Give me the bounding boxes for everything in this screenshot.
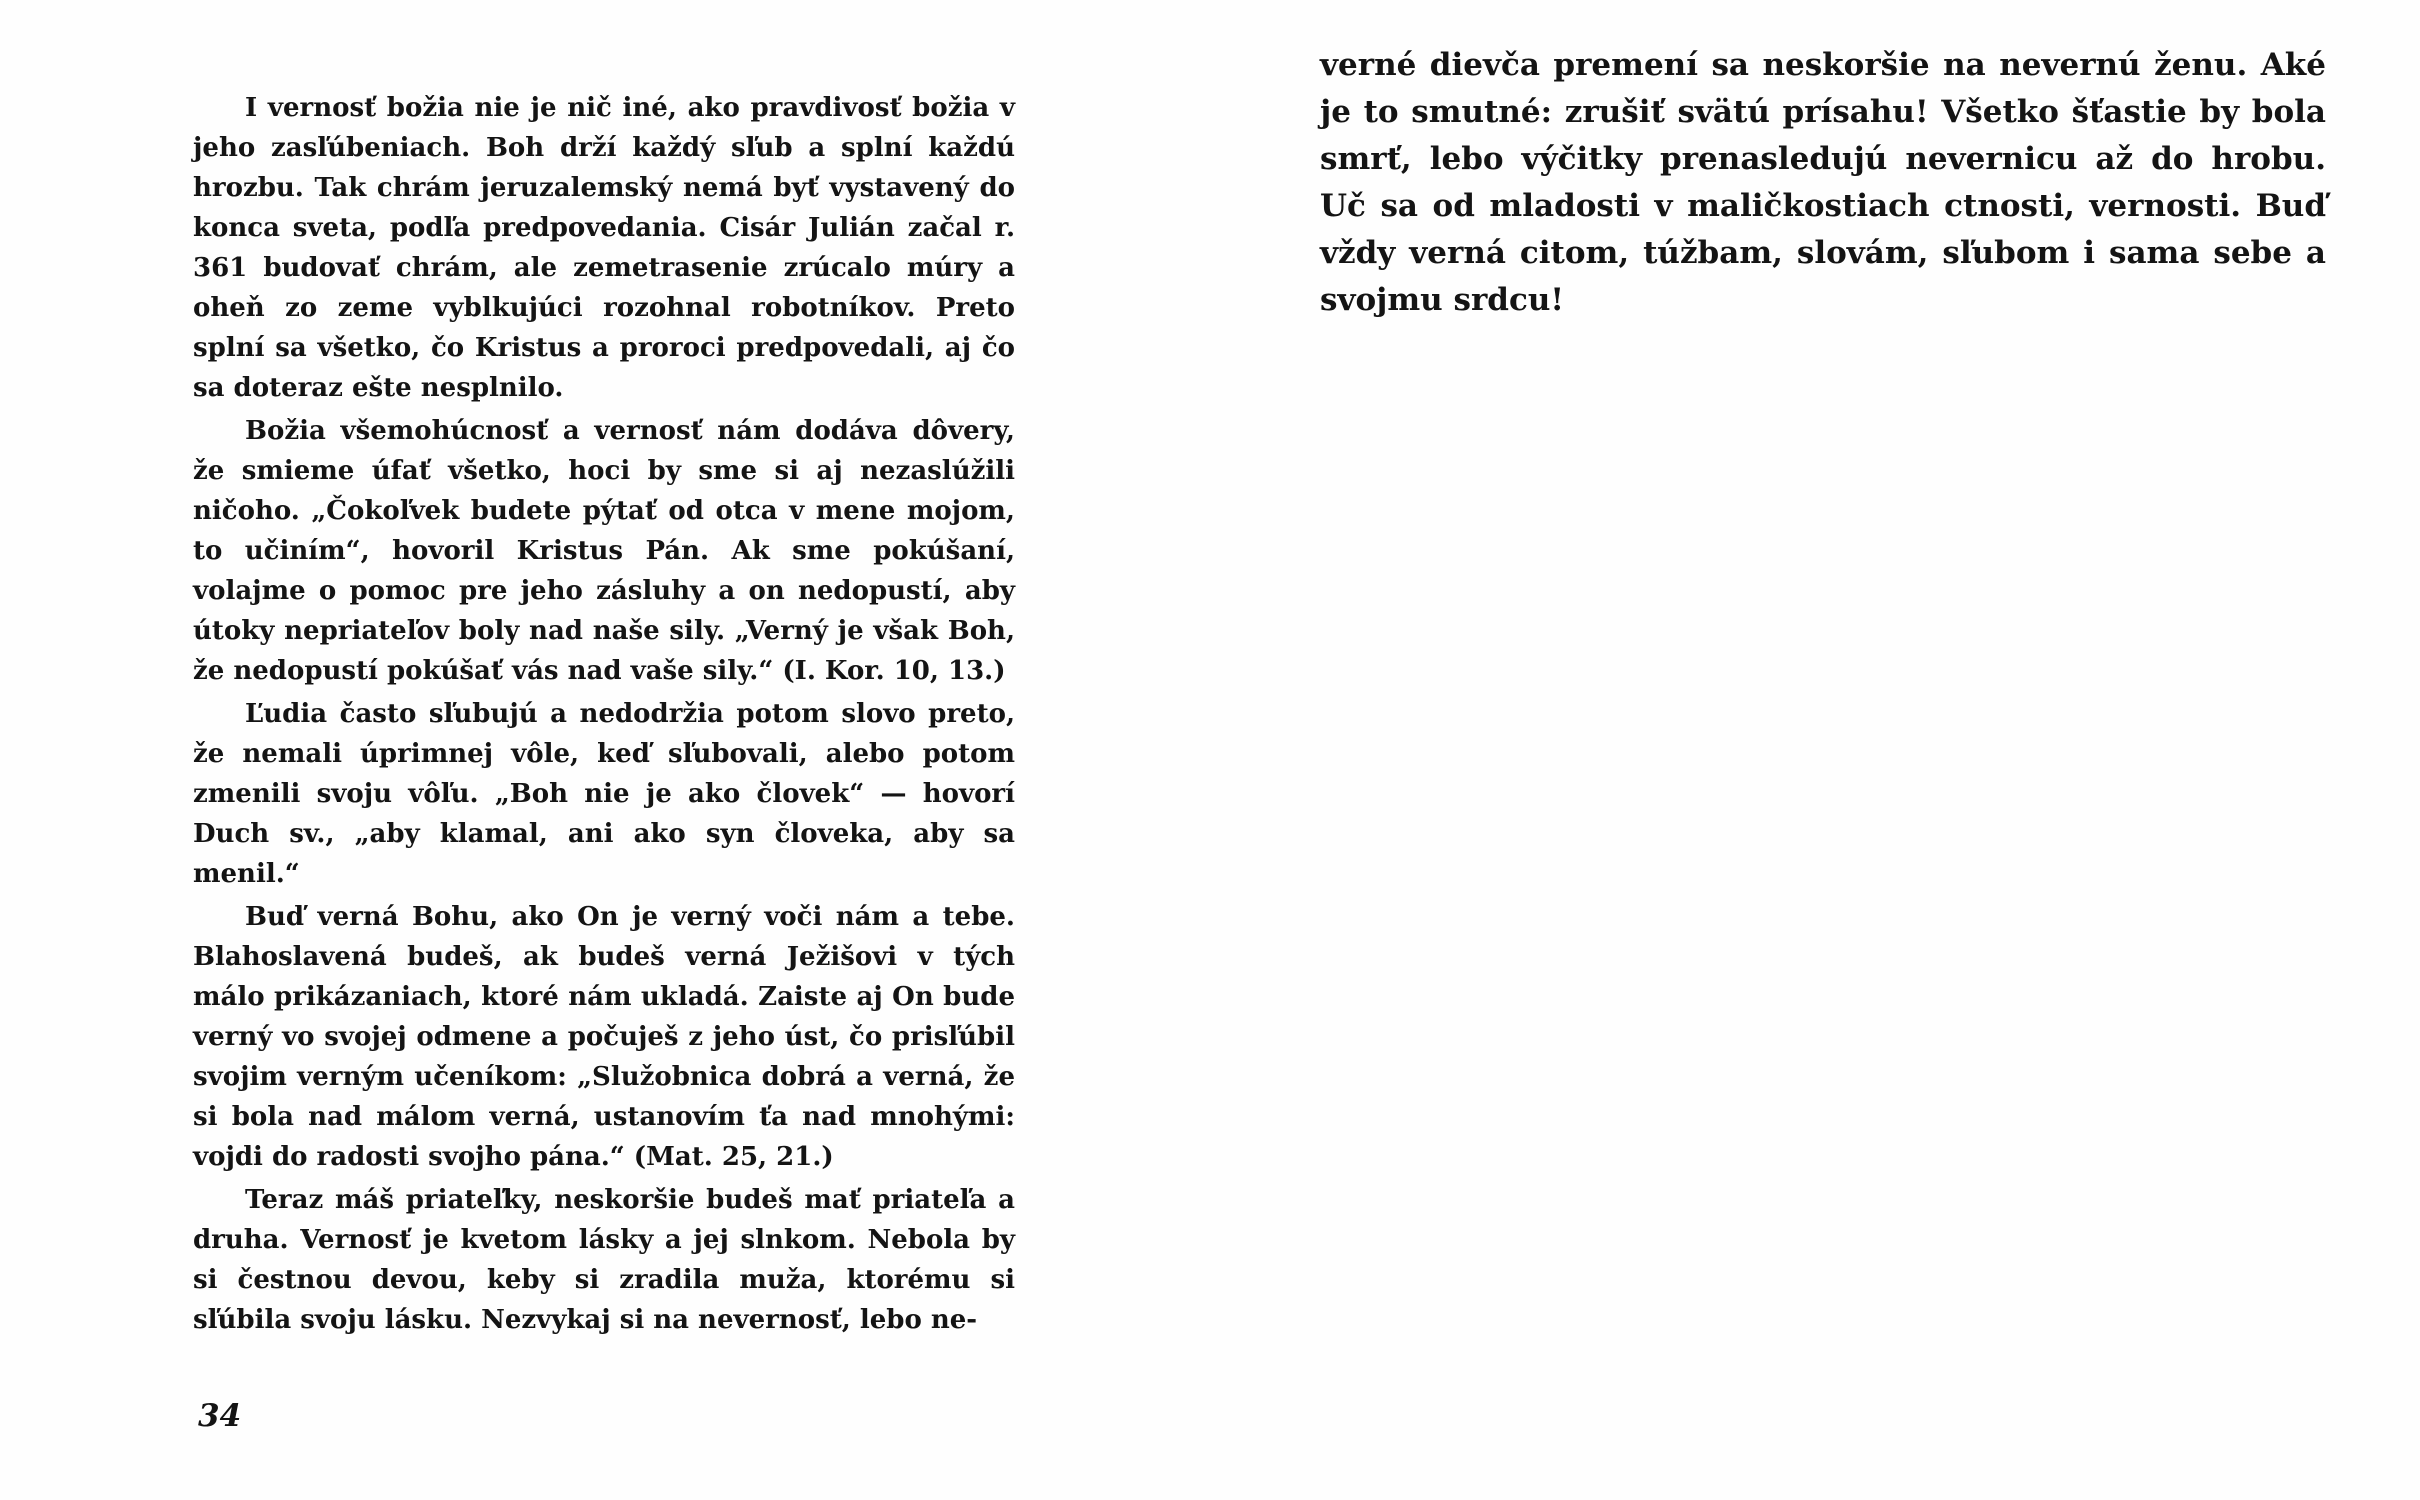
paragraph-3: Ľudia často sľubujú a nedodržia potom slovo preto, že nemali úprimnej vôle, keď sľubovali, alebo potom zmenili svoju vôľu. „Boh nie je ako človek“ — hovorí Duch sv., „aby klamal, ani ako syn človeka, aby sa menil.“ (193, 699, 1015, 889)
paragraph-5: Teraz máš priateľky, neskoršie budeš mať priateľa a druha. Vernosť je kvetom lásky a jej slnkom. Nebola by si čestnou devou, keby si zradila muža, ktorému si sľúbila svoju lásku. Nezvykaj si na nevernosť, lebo ne- (193, 1185, 1015, 1335)
page-number: 34 (198, 1398, 242, 1434)
right-page-text-column (1320, 42, 2326, 324)
paragraph-continuation: verné dievča premení sa neskoršie na nevernú ženu. Aké je to smutné: zrušiť svätú prísahu! Všetko šťastie by bola smrť, lebo výčitky prenasledujú nevernicu až do hrobu. Uč sa od mladosti v maličkostiach ctnosti, vernosti. Buď vždy verná citom, túžbam, slovám, sľubom i sama sebe a svojmu srdcu! (1320, 47, 2326, 318)
paragraph-2: Božia všemohúcnosť a vernosť nám dodáva dôvery, že smieme úfať všetko, hoci by sme si aj nezaslúžili ničoho. „Čokoľvek budete pýtať od otca v mene mojom, to učiním“, hovoril Kristus Pán. Ak sme pokúšaní, volajme o pomoc pre jeho zásluhy a on nedopustí, aby útoky nepriateľov boly nad naše sily. „Verný je však Boh, že nedopustí pokúšať vás nad vaše sily.“ (I. Kor. 10, 13.) (193, 416, 1015, 686)
paragraph-4: Buď verná Bohu, ako On je verný voči nám a tebe. Blahoslavená budeš, ak budeš verná Ježišovi v tých málo prikázaniach, ktoré nám ukladá. Zaiste aj On bude verný vo svojej odmene a počuješ z jeho úst, čo prisľúbil svojim verným učeníkom: „Služobnica dobrá a verná, že si bola nad málom verná, ustanovím ťa nad mnohými: vojdi do radosti svojho pána.“ (Mat. 25, 21.) (193, 902, 1015, 1172)
paragraph-1: I vernosť božia nie je nič iné, ako pravdivosť božia v jeho zasľúbeniach. Boh drží každý sľub a splní každú hrozbu. Tak chrám jeruzalemský nemá byť vystavený do konca sveta, podľa predpovedania. Cisár Julián začal r. 361 budovať chrám, ale zemetrasenie zrúcalo múry a oheň zo zeme vyblkujúci rozohnal robotníkov. Preto splní sa všetko, čo Kristus a proroci predpovedali, aj čo sa doteraz ešte nesplnilo. (193, 93, 1015, 403)
left-page-text-column (193, 88, 1015, 1343)
